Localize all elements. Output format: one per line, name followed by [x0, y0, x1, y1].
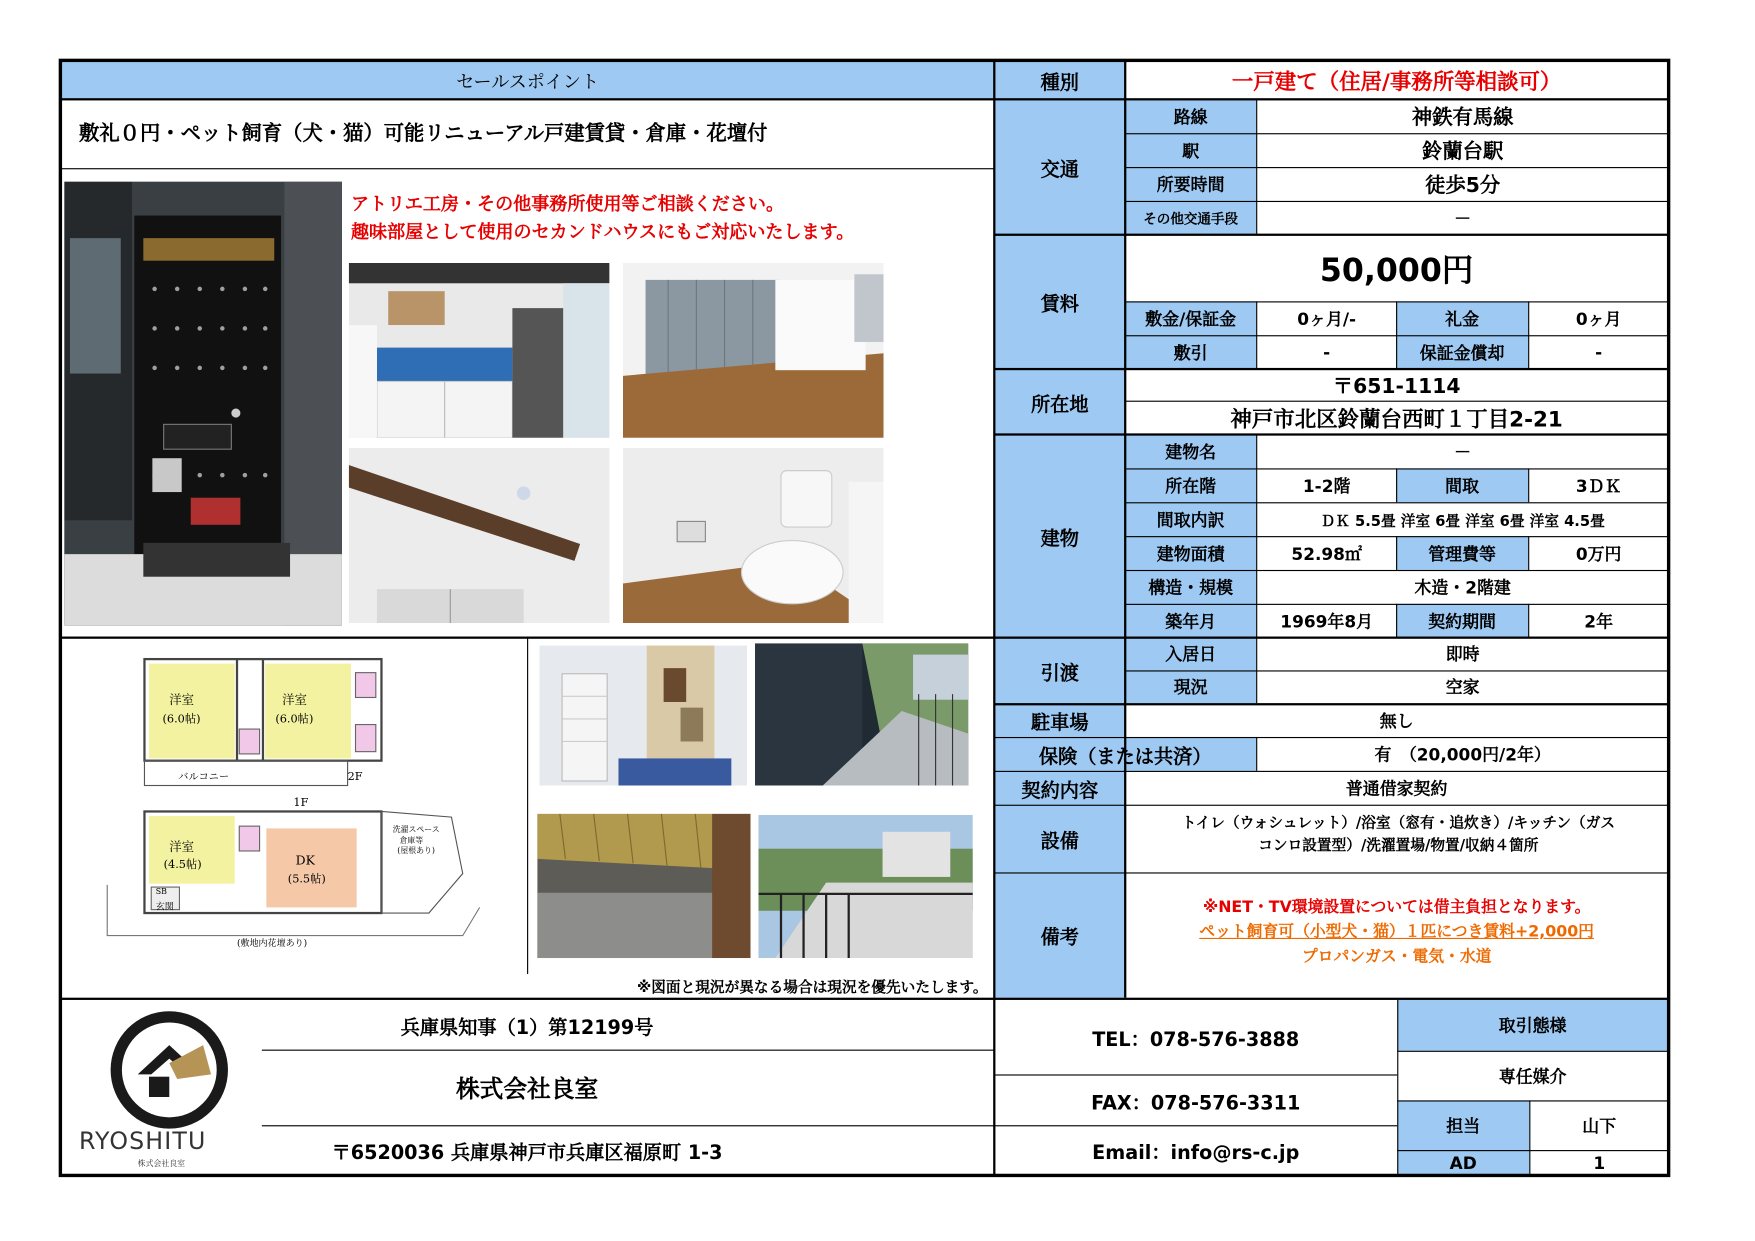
svg-text:(4.5帖): (4.5帖) [163, 857, 202, 871]
license-number: 兵庫県知事（1）第12199号 [400, 1016, 654, 1039]
deal-type-label: 取引態様 [1498, 1015, 1567, 1037]
deposit-label: 敷金/保証金 [1145, 308, 1237, 329]
ceiling-photo [349, 448, 610, 623]
contract-period-value: 2年 [1584, 611, 1614, 632]
svg-text:(敷地内花壇あり): (敷地内花壇あり) [237, 938, 308, 949]
movein-label: 入居日 [1165, 644, 1217, 665]
company-email[interactable]: Email：info@rs-c.jp [1092, 1142, 1300, 1165]
equipment-line2: コンロ設置型）/洗濯置場/物置/収納４箇所 [1258, 837, 1539, 855]
type-label: 種別 [1040, 71, 1079, 95]
entrance-photo [64, 182, 342, 626]
area-value: 52.98㎡ [1291, 543, 1362, 564]
station-label: 駅 [1182, 140, 1200, 161]
insurance-value: 有 （20,000円/2年） [1374, 744, 1551, 765]
built-label: 築年月 [1165, 611, 1217, 632]
floor-label: 所在階 [1165, 475, 1217, 497]
handover-label: 引渡 [1040, 661, 1079, 685]
svg-text:SB: SB [155, 886, 167, 896]
line-label: 路線 [1173, 106, 1208, 127]
balcony-wall-photo [755, 643, 968, 785]
key-money-value: 0ヶ月 [1575, 308, 1622, 329]
remarks-line3: プロパンガス・電気・水道 [1301, 948, 1492, 967]
remarks-label: 備考 [1040, 926, 1079, 950]
key-money-label: 礼金 [1445, 308, 1480, 329]
layout-value: 3ＤＫ [1575, 475, 1622, 497]
floor-value: 1-2階 [1302, 475, 1351, 497]
sales-note-line2: 趣味部屋として使用のセカンドハウスにもご対応いたします。 [350, 221, 855, 243]
built-value: 1969年8月 [1280, 611, 1374, 632]
company-name: 株式会社良室 [455, 1075, 599, 1103]
svg-text:洗濯スペース: 洗濯スペース [392, 824, 440, 834]
svg-text:(6.0帖): (6.0帖) [275, 712, 314, 726]
company-logo [70, 1007, 262, 1171]
other-transport-value: － [1454, 208, 1472, 229]
svg-text:(屋根あり): (屋根あり) [397, 846, 436, 856]
equipment-line1: トイレ（ウォシュレット）/浴室（窓有・追炊き）/キッチン（ガス [1181, 814, 1616, 832]
svg-text:DK: DK [295, 852, 315, 868]
floorplan-caption: ※図面と現況が異なる場合は現況を優先いたします。 [636, 979, 988, 997]
time-label: 所要時間 [1156, 174, 1225, 195]
storage-roof-photo [537, 814, 750, 958]
sales-headline: 敷礼０円・ペット飼育（犬・猫）可能リニューアル戸建賃貸・倉庫・花壇付 [79, 121, 768, 146]
shikibiki-value: - [1323, 341, 1331, 363]
mgmt-fee-label: 管理費等 [1428, 543, 1496, 564]
area-label: 建物面積 [1156, 543, 1225, 564]
kitchen-photo [349, 263, 610, 438]
plan-room-2f-a: 洋室 [169, 692, 195, 708]
structure-value: 木造・2階建 [1414, 577, 1511, 598]
storage-photo [539, 646, 747, 786]
line-value: 神鉄有馬線 [1411, 106, 1514, 130]
sales-point-header: セールスポイント [456, 70, 600, 92]
sales-note-line1: アトリエ工房・その他事務所使用等ご相談ください。 [350, 192, 785, 215]
layout-detail-value: ＤＫ 5.5畳 洋室 6畳 洋室 6畳 洋室 4.5畳 [1320, 512, 1605, 530]
building-name-value: － [1454, 441, 1472, 463]
traffic-label: 交通 [1040, 158, 1079, 182]
layout-detail-label: 間取内訳 [1156, 509, 1225, 530]
contract-type-value: 普通借家契約 [1345, 778, 1448, 799]
company-fax: FAX：078-576-3311 [1091, 1091, 1301, 1115]
parking-label: 駐車場 [1030, 711, 1089, 735]
balcony-view-photo [758, 815, 972, 958]
contract-period-label: 契約期間 [1428, 611, 1496, 632]
svg-text:洋室: 洋室 [169, 838, 195, 854]
svg-text:洋室: 洋室 [282, 692, 307, 708]
mgmt-fee-value: 0万円 [1575, 543, 1622, 564]
address-value: 神戸市北区鈴蘭台西町１丁目2-21 [1230, 406, 1563, 432]
type-value: 一戸建て（住居/事務所等相談可） [1231, 69, 1562, 95]
building-label: 建物 [1040, 527, 1079, 551]
company-address: 〒6520036 兵庫県神戸市兵庫区福原町 1-3 [331, 1142, 723, 1165]
logo-text: RYOSHITU [79, 1126, 207, 1155]
rent-value: 50,000円 [1319, 251, 1474, 289]
svg-text:バルコニー: バルコニー [178, 771, 230, 783]
time-value: 徒歩5分 [1425, 173, 1501, 198]
contract-type-label: 契約内容 [1021, 779, 1099, 802]
postal-code: 〒651-1114 [1332, 374, 1461, 399]
structure-label: 構造・規模 [1148, 577, 1233, 598]
status-value: 空家 [1445, 677, 1480, 698]
parking-value: 無し [1379, 710, 1414, 731]
address-label: 所在地 [1030, 393, 1089, 416]
toilet-photo [623, 448, 884, 623]
svg-text:玄関: 玄関 [155, 902, 174, 913]
equipment-label: 設備 [1040, 830, 1079, 853]
deal-type-value: 専任媒介 [1498, 1065, 1567, 1087]
deposit-value: 0ヶ月/- [1297, 308, 1357, 329]
ad-value: 1 [1593, 1152, 1606, 1174]
layout-label: 間取 [1445, 475, 1480, 497]
status-label: 現況 [1173, 677, 1208, 698]
remarks-line1: ※NET・TV環境設置については借主負担となります。 [1202, 898, 1591, 917]
movein-value: 即時 [1445, 644, 1480, 665]
hosho-value: - [1595, 341, 1603, 363]
remarks-line2: ペット飼育可（小型犬・猫）１匹につき賃料+2,000円 [1199, 923, 1594, 942]
rent-label: 賃料 [1040, 293, 1079, 317]
svg-text:1F: 1F [293, 795, 309, 809]
shikibiki-label: 敷引 [1173, 342, 1208, 363]
building-name-label: 建物名 [1165, 441, 1217, 463]
hosho-label: 保証金償却 [1419, 342, 1505, 363]
svg-text:(5.5帖): (5.5帖) [287, 872, 326, 886]
svg-text:株式会社良室: 株式会社良室 [137, 1158, 186, 1168]
svg-text:2F: 2F [347, 769, 363, 783]
svg-text:倉庫等: 倉庫等 [399, 836, 424, 846]
svg-text:(6.0帖): (6.0帖) [162, 712, 201, 726]
insurance-label: 保険（または共済） [1038, 745, 1212, 769]
other-transport-label: その他交通手段 [1143, 210, 1239, 227]
staff-value: 山下 [1582, 1115, 1617, 1136]
room-photo [623, 263, 884, 438]
company-tel: TEL：078-576-3888 [1092, 1028, 1300, 1052]
ad-label: AD [1449, 1152, 1477, 1174]
station-value: 鈴蘭台駅 [1422, 139, 1504, 164]
floor-plan [102, 648, 497, 953]
staff-label: 担当 [1446, 1115, 1481, 1136]
